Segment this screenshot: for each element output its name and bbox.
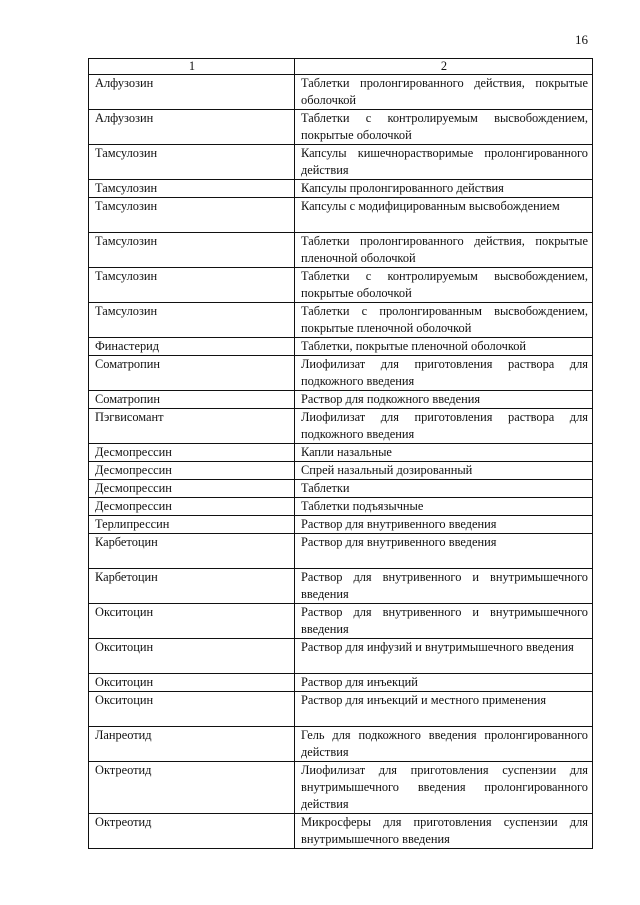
table-row xyxy=(89,674,593,692)
dosage-form-cell: Лиофилизат для приготовления раствора для подкожного введения xyxy=(295,356,593,391)
dosage-form-cell: Раствор для внутривенного введения xyxy=(295,534,593,569)
table-row xyxy=(89,233,593,268)
table-row xyxy=(89,498,593,516)
drug-name-cell: Окситоцин xyxy=(89,604,295,639)
dosage-form-cell: Раствор для внутривенного и внутримышечного введения xyxy=(295,604,593,639)
table-row xyxy=(89,409,593,444)
drug-name-cell: Тамсулозин xyxy=(89,180,295,198)
dosage-form-cell: Капли назальные xyxy=(295,444,593,462)
table-row xyxy=(89,303,593,338)
dosage-form-cell: Раствор для инфузий и внутримышечного введения xyxy=(295,639,593,674)
drug-forms-table xyxy=(88,58,593,849)
drug-name-cell: Окситоцин xyxy=(89,639,295,674)
drug-name-cell: Тамсулозин xyxy=(89,268,295,303)
drug-name-cell: Окситоцин xyxy=(89,674,295,692)
dosage-form-cell: Капсулы кишечнорастворимые пролонгированного действия xyxy=(295,145,593,180)
drug-name-cell: Тамсулозин xyxy=(89,233,295,268)
drug-name-cell: Десмопрессин xyxy=(89,462,295,480)
table-row xyxy=(89,462,593,480)
dosage-form-cell: Таблетки с контролируемым высвобождением, покрытые оболочкой xyxy=(295,268,593,303)
dosage-form-cell: Таблетки xyxy=(295,480,593,498)
drug-name-cell: Терлипрессин xyxy=(89,516,295,534)
dosage-form-cell: Капсулы пролонгированного действия xyxy=(295,180,593,198)
table-row xyxy=(89,727,593,762)
dosage-form-cell: Лиофилизат для приготовления раствора для подкожного введения xyxy=(295,409,593,444)
table-row xyxy=(89,692,593,727)
table-row xyxy=(89,145,593,180)
table-row xyxy=(89,75,593,110)
table-row xyxy=(89,268,593,303)
page-number: 16 xyxy=(575,32,588,47)
drug-name-cell: Финастерид xyxy=(89,338,295,356)
table-row xyxy=(89,180,593,198)
table-row xyxy=(89,604,593,639)
table-row xyxy=(89,110,593,145)
dosage-form-cell: Таблетки с контролируемым высвобождением, покрытые оболочкой xyxy=(295,110,593,145)
dosage-form-cell: Капсулы с модифицированным высвобождением xyxy=(295,198,593,233)
drug-name-cell: Октреотид xyxy=(89,762,295,814)
drug-name-cell: Алфузозин xyxy=(89,75,295,110)
table-row xyxy=(89,516,593,534)
table-row xyxy=(89,444,593,462)
drug-name-cell: Ланреотид xyxy=(89,727,295,762)
dosage-form-cell: Раствор для внутривенного и внутримышечного введения xyxy=(295,569,593,604)
drug-name-cell: Десмопрессин xyxy=(89,444,295,462)
dosage-form-cell: Микросферы для приготовления суспензии для внутримышечного введения xyxy=(295,814,593,849)
drug-name-cell: Десмопрессин xyxy=(89,498,295,516)
table-row xyxy=(89,762,593,814)
table-row xyxy=(89,639,593,674)
table-row xyxy=(89,480,593,498)
dosage-form-cell: Таблетки пролонгированного действия, покрытые оболочкой xyxy=(295,75,593,110)
dosage-form-cell: Раствор для инъекций xyxy=(295,674,593,692)
drug-name-cell: Алфузозин xyxy=(89,110,295,145)
drug-name-cell: Тамсулозин xyxy=(89,303,295,338)
dosage-form-cell: Раствор для подкожного введения xyxy=(295,391,593,409)
table-row xyxy=(89,338,593,356)
drug-name-cell: Карбетоцин xyxy=(89,534,295,569)
table-row xyxy=(89,814,593,849)
table-row xyxy=(89,198,593,233)
drug-name-cell: Десмопрессин xyxy=(89,480,295,498)
column-header-1: 1 xyxy=(89,59,295,75)
dosage-form-cell: Таблетки, покрытые пленочной оболочкой xyxy=(295,338,593,356)
dosage-form-cell: Таблетки подъязычные xyxy=(295,498,593,516)
table-row xyxy=(89,569,593,604)
column-header-2: 2 xyxy=(295,59,593,75)
dosage-form-cell: Спрей назальный дозированный xyxy=(295,462,593,480)
table-row xyxy=(89,356,593,391)
drug-name-cell: Карбетоцин xyxy=(89,569,295,604)
drug-name-cell: Окситоцин xyxy=(89,692,295,727)
dosage-form-cell: Таблетки с пролонгированным высвобождением, покрытые пленочной оболочкой xyxy=(295,303,593,338)
drug-name-cell: Пэгвисомант xyxy=(89,409,295,444)
table-header-row xyxy=(89,59,593,75)
table-row xyxy=(89,534,593,569)
drug-name-cell: Тамсулозин xyxy=(89,198,295,233)
drug-name-cell: Соматропин xyxy=(89,356,295,391)
dosage-form-cell: Гель для подкожного введения пролонгированного действия xyxy=(295,727,593,762)
dosage-form-cell: Таблетки пролонгированного действия, покрытые пленочной оболочкой xyxy=(295,233,593,268)
drug-name-cell: Октреотид xyxy=(89,814,295,849)
drug-name-cell: Тамсулозин xyxy=(89,145,295,180)
table-row xyxy=(89,391,593,409)
dosage-form-cell: Раствор для инъекций и местного применения xyxy=(295,692,593,727)
dosage-form-cell: Лиофилизат для приготовления суспензии для внутримышечного введения пролонгированного действия xyxy=(295,762,593,814)
drug-name-cell: Соматропин xyxy=(89,391,295,409)
dosage-form-cell: Раствор для внутривенного введения xyxy=(295,516,593,534)
